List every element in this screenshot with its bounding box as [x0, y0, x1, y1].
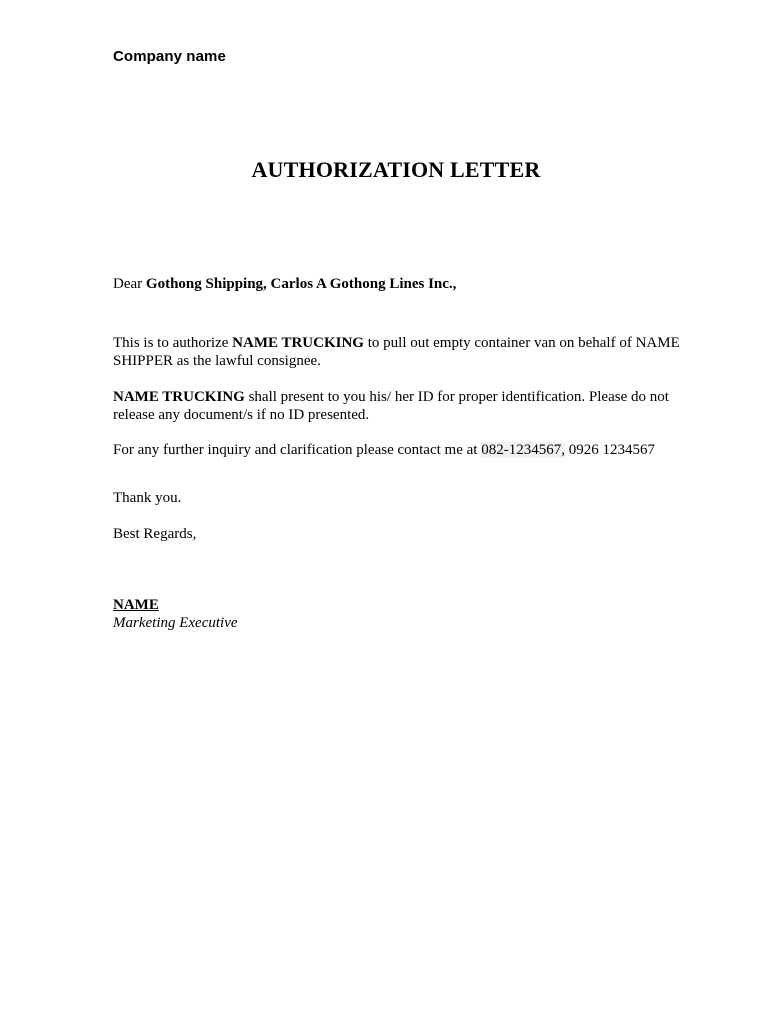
- closing-regards: Best Regards,: [113, 526, 197, 542]
- paragraph1-text-before: This is to authorize: [113, 335, 233, 351]
- contact-phone-mobile: 0926 1234567: [564, 442, 655, 458]
- salutation-recipient: Gothong Shipping, Carlos A Gothong Lines Inc.,: [145, 276, 457, 292]
- paragraph1-text-after: to pull out empty container van on behalf of NAME SHIPPER as the lawful consignee.: [113, 335, 680, 369]
- paragraph-authorization: [113, 334, 687, 370]
- closing-thanks: Thank you.: [113, 490, 182, 506]
- paragraph2-text-after: shall present to you his/ her ID for proper identification. Please do not release any document/s if no ID presented.: [113, 389, 669, 423]
- signer-name: NAME: [113, 597, 159, 613]
- paragraph-identification: [113, 388, 687, 424]
- salutation: [113, 275, 687, 293]
- signer-title: Marketing Executive: [113, 615, 238, 631]
- paragraph3-text-before: For any further inquiry and clarification please contact me at: [113, 442, 482, 458]
- contact-phone-landline: 082-1234567,: [481, 442, 565, 458]
- salutation-prefix: Dear: [113, 276, 146, 292]
- paragraph1-trucking-name: NAME TRUCKING: [232, 335, 364, 351]
- paragraph2-trucking-name: NAME TRUCKING: [113, 389, 245, 405]
- company-name: Company name: [113, 48, 226, 65]
- document-title: AUTHORIZATION LETTER: [251, 157, 541, 182]
- paragraph-contact: [113, 441, 687, 459]
